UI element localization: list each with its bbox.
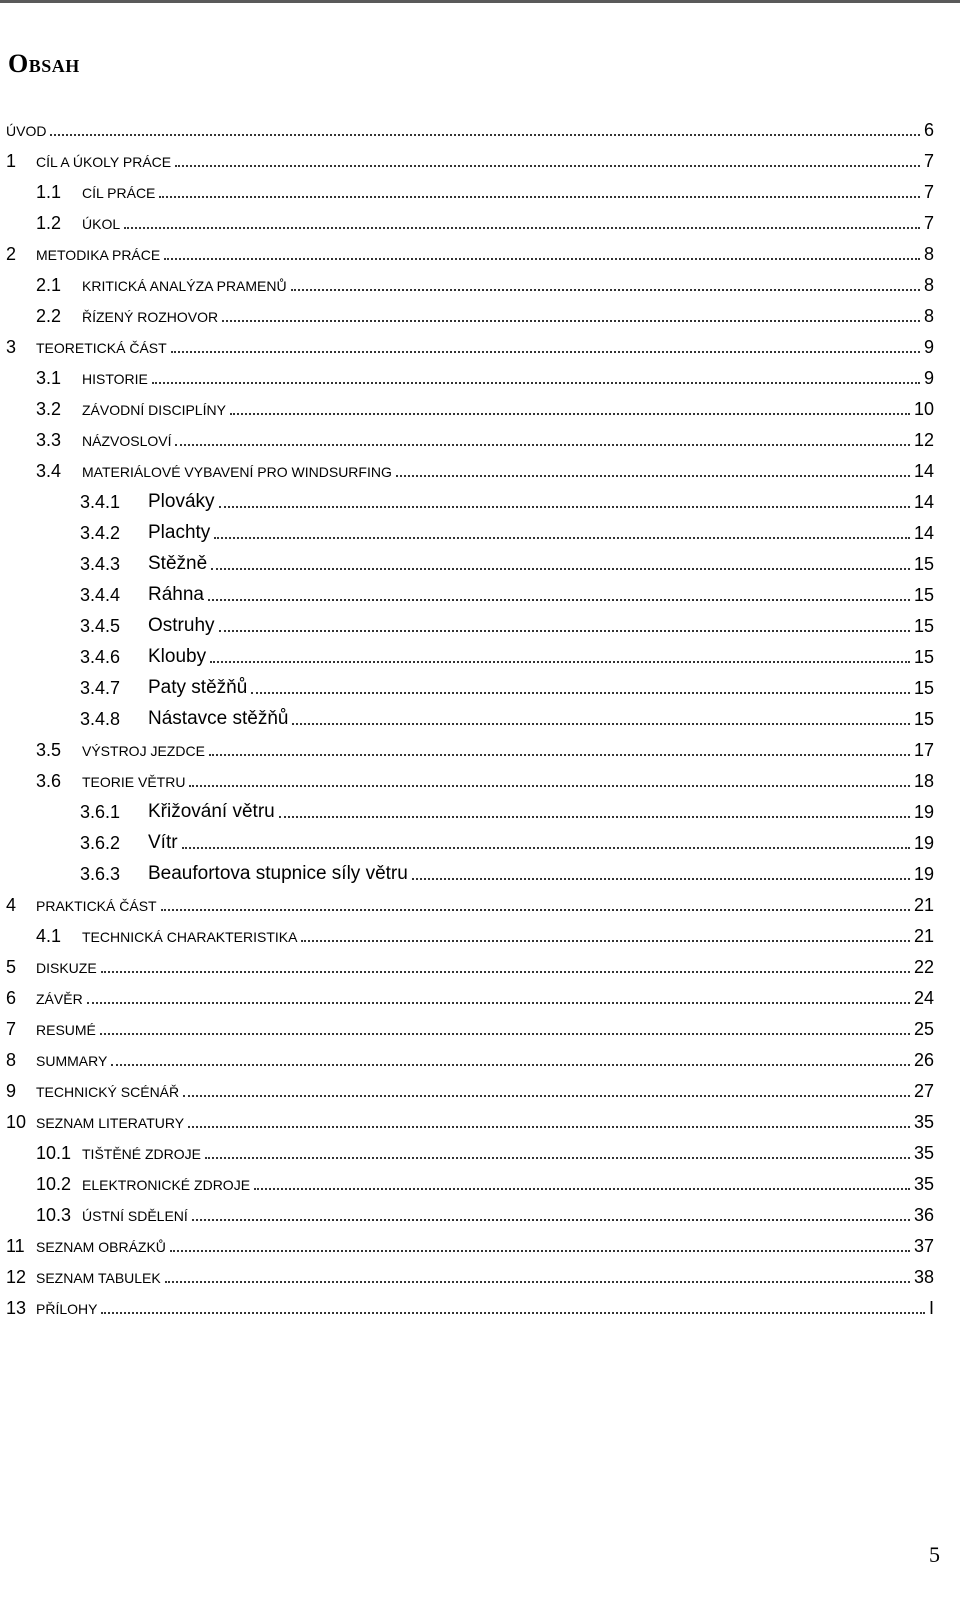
toc-entry[interactable] bbox=[0, 267, 960, 298]
toc-entry[interactable] bbox=[0, 918, 960, 949]
toc-entry-page: 27 bbox=[913, 1081, 934, 1101]
toc-entry-number: 3.4.1 bbox=[80, 492, 121, 512]
toc-entry[interactable] bbox=[0, 825, 960, 856]
toc-entry-page: 15 bbox=[913, 678, 934, 698]
toc-entry-label: TECHNICKÁ CHARAKTERISTIKA bbox=[82, 929, 298, 945]
toc-dot-leader bbox=[175, 165, 920, 167]
toc-entry[interactable] bbox=[0, 1197, 960, 1228]
toc-dot-leader bbox=[251, 692, 910, 694]
toc-entry-page: 17 bbox=[913, 740, 934, 760]
toc-dot-leader bbox=[124, 227, 920, 229]
toc-entry-label: Beaufortova stupnice síly větru bbox=[148, 863, 408, 884]
toc-entry-number: 2.2 bbox=[36, 306, 62, 326]
toc-entry[interactable] bbox=[0, 174, 960, 205]
toc-entry-label: KRITICKÁ ANALÝZA PRAMENŮ bbox=[82, 278, 287, 294]
toc-entry-label: DISKUZE bbox=[36, 960, 97, 976]
toc-entry-label: TEORETICKÁ ČÁST bbox=[36, 340, 167, 356]
toc-entry[interactable] bbox=[0, 980, 960, 1011]
toc-entry-number: 3.6.3 bbox=[80, 864, 121, 884]
toc-entry[interactable] bbox=[0, 453, 960, 484]
toc-entry-page: 6 bbox=[923, 120, 934, 140]
toc-entry-number: 3.3 bbox=[36, 430, 62, 450]
toc-entry-label: ÚVOD bbox=[6, 123, 47, 139]
toc-entry[interactable] bbox=[0, 391, 960, 422]
toc-entry-page: 19 bbox=[913, 864, 934, 884]
toc-entry-page: 9 bbox=[923, 368, 934, 388]
toc-entry-number: 13 bbox=[6, 1298, 27, 1318]
toc-entry[interactable] bbox=[0, 1011, 960, 1042]
toc-dot-leader bbox=[87, 1002, 910, 1004]
toc-entry-label: METODIKA PRÁCE bbox=[36, 247, 161, 263]
toc-entry[interactable] bbox=[0, 794, 960, 825]
toc-entry-label: ELEKTRONICKÉ ZDROJE bbox=[82, 1177, 251, 1193]
toc-entry-number: 6 bbox=[6, 988, 17, 1008]
toc-entry-page: 12 bbox=[913, 430, 934, 450]
toc-entry-page: 8 bbox=[923, 275, 934, 295]
toc-entry-label: Vítr bbox=[148, 832, 178, 853]
toc-dot-leader bbox=[182, 847, 910, 849]
toc-dot-leader bbox=[219, 506, 910, 508]
toc-entry-page: 21 bbox=[913, 895, 934, 915]
toc-entry-page: 15 bbox=[913, 554, 934, 574]
toc-entry-label: ZÁVODNÍ DISCIPLÍNY bbox=[82, 402, 226, 418]
toc-entry-page: 35 bbox=[913, 1174, 934, 1194]
toc-entry[interactable] bbox=[0, 422, 960, 453]
toc-entry-page: 19 bbox=[913, 833, 934, 853]
toc-entry[interactable] bbox=[0, 1166, 960, 1197]
toc-dot-leader bbox=[164, 258, 920, 260]
toc-entry-number: 2 bbox=[6, 244, 17, 264]
toc-entry-label: Ostruhy bbox=[148, 615, 215, 636]
toc-entry-page: 22 bbox=[913, 957, 934, 977]
toc-dot-leader bbox=[211, 568, 910, 570]
toc-dot-leader bbox=[189, 785, 910, 787]
toc-entry-number: 3.4.8 bbox=[80, 709, 121, 729]
toc-dot-leader bbox=[254, 1188, 910, 1190]
toc-entry[interactable] bbox=[0, 577, 960, 608]
toc-entry[interactable] bbox=[0, 546, 960, 577]
toc-dot-leader bbox=[291, 289, 920, 291]
toc-entry-label: ÚKOL bbox=[82, 216, 121, 232]
toc-entry-page: 8 bbox=[923, 306, 934, 326]
toc-entry-page: 7 bbox=[923, 213, 934, 233]
toc-entry-label: Paty stěžňů bbox=[148, 677, 248, 698]
toc-dot-leader bbox=[100, 1033, 910, 1035]
toc-dot-leader bbox=[111, 1064, 910, 1066]
toc-entry-number: 10 bbox=[6, 1112, 27, 1132]
toc-entry-number: 3.4.5 bbox=[80, 616, 121, 636]
toc-dot-leader bbox=[159, 196, 920, 198]
toc-dot-leader bbox=[192, 1219, 910, 1221]
toc-entry-number: 3.1 bbox=[36, 368, 62, 388]
toc-entry-page: 18 bbox=[913, 771, 934, 791]
toc-dot-leader bbox=[230, 413, 910, 415]
toc-entry[interactable] bbox=[0, 701, 960, 732]
toc-entry-page: 35 bbox=[913, 1143, 934, 1163]
toc-entry-label: SUMMARY bbox=[36, 1053, 108, 1069]
toc-entry-page: 7 bbox=[923, 151, 934, 171]
toc-entry-label: Ráhna bbox=[148, 584, 204, 605]
toc-entry-label: RESUMÉ bbox=[36, 1022, 96, 1038]
toc-entry-number: 3.4 bbox=[36, 461, 62, 481]
toc-dot-leader bbox=[101, 971, 910, 973]
toc-entry-number: 3.4.2 bbox=[80, 523, 121, 543]
toc-entry-page: I bbox=[928, 1298, 934, 1318]
toc-entry[interactable] bbox=[0, 143, 960, 174]
toc-entry-page: 14 bbox=[913, 461, 934, 481]
toc-entry[interactable] bbox=[0, 1042, 960, 1073]
toc-entry-label: TEORIE VĚTRU bbox=[82, 774, 186, 790]
toc-entry-page: 7 bbox=[923, 182, 934, 202]
toc-entry[interactable] bbox=[0, 298, 960, 329]
toc-title: Obsah bbox=[8, 49, 80, 78]
toc-entry-number: 4 bbox=[6, 895, 17, 915]
toc-entry-page: 37 bbox=[913, 1236, 934, 1256]
toc-dot-leader bbox=[222, 320, 920, 322]
toc-entry-page: 35 bbox=[913, 1112, 934, 1132]
toc-entry[interactable] bbox=[0, 236, 960, 267]
toc-entry-number: 2.1 bbox=[36, 275, 62, 295]
toc-entry-label: SEZNAM LITERATURY bbox=[36, 1115, 185, 1131]
toc-entry-label: HISTORIE bbox=[82, 371, 148, 387]
toc-dot-leader bbox=[412, 878, 910, 880]
toc-dot-leader bbox=[301, 940, 909, 942]
toc-entry-label: ŘÍZENÝ ROZHOVOR bbox=[82, 309, 219, 325]
toc-entry-number: 10.1 bbox=[36, 1143, 72, 1163]
toc-entry-page: 19 bbox=[913, 802, 934, 822]
toc-entry-number: 12 bbox=[6, 1267, 27, 1287]
toc-dot-leader bbox=[171, 351, 920, 353]
toc-entry[interactable] bbox=[0, 1228, 960, 1259]
toc-entry[interactable] bbox=[0, 1073, 960, 1104]
toc-entry[interactable] bbox=[0, 949, 960, 980]
toc-entry-number: 5 bbox=[6, 957, 17, 977]
toc-entry-page: 14 bbox=[913, 492, 934, 512]
toc-entry[interactable] bbox=[0, 608, 960, 639]
toc-entry-number: 11 bbox=[6, 1236, 25, 1256]
toc-dot-leader bbox=[205, 1157, 910, 1159]
toc-entry-label: Klouby bbox=[148, 646, 207, 667]
toc-entry-number: 3.5 bbox=[36, 740, 62, 760]
toc-entry[interactable] bbox=[0, 205, 960, 236]
toc-entry-number: 3.4.3 bbox=[80, 554, 121, 574]
toc-entry[interactable] bbox=[0, 763, 960, 794]
toc-entry-page: 25 bbox=[913, 1019, 934, 1039]
toc-dot-leader bbox=[396, 475, 910, 477]
toc-entry-number: 9 bbox=[6, 1081, 17, 1101]
toc-entry-number: 3.6.2 bbox=[80, 833, 121, 853]
toc-entry-label: Stěžně bbox=[148, 553, 208, 574]
toc-entry[interactable] bbox=[0, 670, 960, 701]
toc-dot-leader bbox=[279, 816, 910, 818]
toc-entry[interactable] bbox=[0, 732, 960, 763]
page-number: 5 bbox=[929, 1542, 940, 1567]
toc-entry[interactable] bbox=[0, 887, 960, 918]
toc-entry-label: Plováky bbox=[148, 491, 215, 512]
toc-entry-page: 24 bbox=[913, 988, 934, 1008]
toc-dot-leader bbox=[50, 134, 920, 136]
toc-entry-label: Nástavce stěžňů bbox=[148, 708, 289, 729]
toc-entry-number: 1.2 bbox=[36, 213, 62, 233]
toc-entry[interactable] bbox=[0, 639, 960, 670]
toc-entry-label: NÁZVOSLOVÍ bbox=[82, 433, 172, 449]
toc-entry[interactable] bbox=[0, 329, 960, 360]
toc-entry-page: 15 bbox=[913, 647, 934, 667]
toc-entry-page: 14 bbox=[913, 523, 934, 543]
toc-dot-leader bbox=[165, 1281, 910, 1283]
toc-dot-leader bbox=[101, 1312, 925, 1314]
toc-dot-leader bbox=[208, 599, 910, 601]
toc-entry-number: 3 bbox=[6, 337, 17, 357]
toc-entry-number: 1 bbox=[6, 151, 17, 171]
toc-entry-number: 1.1 bbox=[36, 182, 62, 202]
toc-list bbox=[0, 112, 960, 1321]
toc-entry-number: 3.4.6 bbox=[80, 647, 121, 667]
toc-entry-label: TIŠTĚNÉ ZDROJE bbox=[82, 1146, 202, 1162]
toc-entry-number: 3.6 bbox=[36, 771, 62, 791]
toc-entry-number: 3.6.1 bbox=[80, 802, 121, 822]
toc-entry-label: PŘÍLOHY bbox=[36, 1301, 98, 1317]
toc-entry-page: 21 bbox=[913, 926, 934, 946]
toc-entry-label: CÍL A ÚKOLY PRÁCE bbox=[36, 154, 172, 170]
toc-entry-label: Plachty bbox=[148, 522, 211, 543]
toc-entry[interactable] bbox=[0, 1259, 960, 1290]
toc-entry-number: 10.2 bbox=[36, 1174, 72, 1194]
toc-entry-page: 38 bbox=[913, 1267, 934, 1287]
toc-entry[interactable] bbox=[0, 1104, 960, 1135]
toc-entry-label: VÝSTROJ JEZDCE bbox=[82, 743, 205, 759]
toc-entry-page: 10 bbox=[913, 399, 934, 419]
toc-dot-leader bbox=[161, 909, 910, 911]
toc-entry-label: SEZNAM OBRÁZKŮ bbox=[36, 1239, 166, 1255]
toc-entry-label: MATERIÁLOVÉ VYBAVENÍ PRO WINDSURFING bbox=[82, 464, 392, 480]
toc-entry-number: 10.3 bbox=[36, 1205, 72, 1225]
toc-entry[interactable] bbox=[0, 856, 960, 887]
toc-dot-leader bbox=[214, 537, 910, 539]
toc-dot-leader bbox=[188, 1126, 910, 1128]
toc-entry-page: 15 bbox=[913, 616, 934, 636]
toc-dot-leader bbox=[175, 444, 910, 446]
toc-dot-leader bbox=[292, 723, 910, 725]
toc-entry-label: Křižování větru bbox=[148, 801, 275, 822]
top-border-rule bbox=[0, 0, 960, 3]
toc-entry-page: 26 bbox=[913, 1050, 934, 1070]
toc-dot-leader bbox=[210, 661, 910, 663]
toc-dot-leader bbox=[209, 754, 910, 756]
toc-entry-label: ÚSTNÍ SDĚLENÍ bbox=[82, 1208, 188, 1224]
toc-entry-page: 36 bbox=[913, 1205, 934, 1225]
toc-entry-label: TECHNICKÝ SCÉNÁŘ bbox=[36, 1084, 180, 1100]
toc-dot-leader bbox=[219, 630, 910, 632]
toc-entry-label: PRAKTICKÁ ČÁST bbox=[36, 898, 157, 914]
toc-entry-page: 15 bbox=[913, 585, 934, 605]
toc-entry-label: CÍL PRÁCE bbox=[82, 185, 156, 201]
toc-entry[interactable] bbox=[0, 112, 960, 143]
toc-entry-page: 15 bbox=[913, 709, 934, 729]
toc-entry-number: 3.4.7 bbox=[80, 678, 121, 698]
toc-dot-leader bbox=[170, 1250, 910, 1252]
toc-entry[interactable] bbox=[0, 360, 960, 391]
toc-entry-label: SEZNAM TABULEK bbox=[36, 1270, 161, 1286]
toc-entry-number: 3.4.4 bbox=[80, 585, 121, 605]
toc-dot-leader bbox=[152, 382, 920, 384]
toc-entry-number: 8 bbox=[6, 1050, 17, 1070]
toc-entry-page: 8 bbox=[923, 244, 934, 264]
toc-entry-number: 4.1 bbox=[36, 926, 62, 946]
toc-entry-number: 7 bbox=[6, 1019, 17, 1039]
toc-entry[interactable] bbox=[0, 1290, 960, 1321]
toc-entry-number: 3.2 bbox=[36, 399, 62, 419]
toc-dot-leader bbox=[183, 1095, 910, 1097]
toc-entry[interactable] bbox=[0, 515, 960, 546]
toc-entry-page: 9 bbox=[923, 337, 934, 357]
toc-entry[interactable] bbox=[0, 1135, 960, 1166]
toc-entry[interactable] bbox=[0, 484, 960, 515]
toc-entry-label: ZÁVĚR bbox=[36, 991, 83, 1007]
